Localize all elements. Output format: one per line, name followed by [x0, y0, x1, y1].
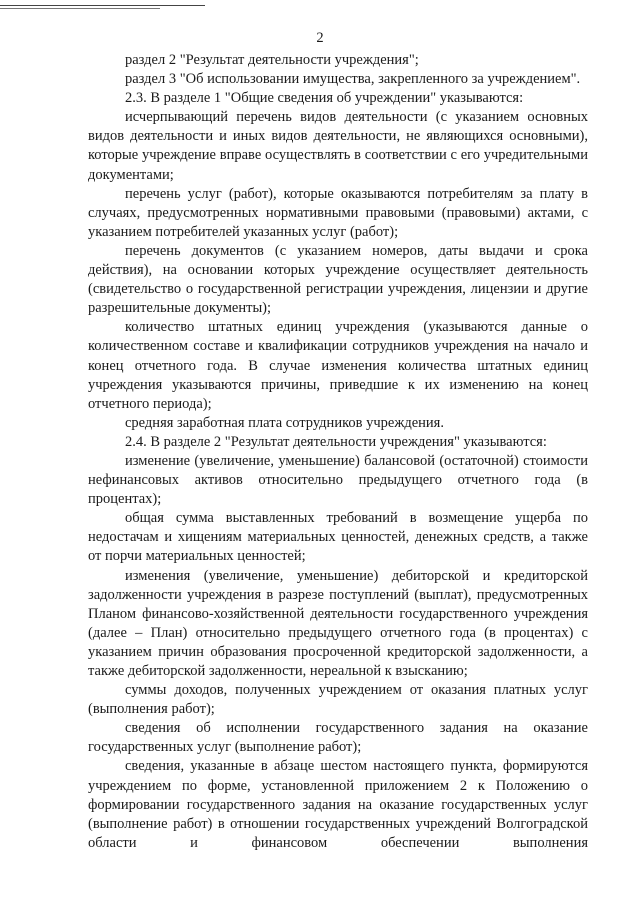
paragraph: раздел 3 "Об использовании имущества, закрепленного за учреждением".	[125, 71, 581, 88]
paragraph: исчерпывающий перечень видов деятельности (с указанием основных видов деятельности и иных видов деятельности, не являющихся основными), которые учреждение вправе осуществлять в соответствии с его учредительными документами;	[88, 109, 588, 183]
paragraph: изменение (увеличение, уменьшение) балансовой (остаточной) стоимости нефинансовых активов относительно предыдущего отчетного года (в процентах);	[88, 452, 588, 508]
paragraph: 2.3. В разделе 1 "Общие сведения об учреждении" указываются:	[125, 90, 524, 107]
paragraph: суммы доходов, полученных учреждением от оказания платных услуг (выполнения работ);	[88, 682, 588, 718]
paragraph: сведения об исполнении государственного задания на оказание государственных услуг (выполнение работ);	[88, 720, 588, 756]
paragraph: 2.4. В разделе 2 "Результат деятельности учреждения" указываются:	[125, 433, 547, 450]
paragraph: средняя заработная плата сотрудников учреждения.	[125, 414, 444, 431]
paragraph: раздел 2 "Результат деятельности учреждения";	[125, 52, 419, 68]
scan-artifact-line	[0, 8, 160, 9]
paragraph: перечень услуг (работ), которые оказываются потребителям за плату в случаях, предусмотренных нормативными правовыми (правовыми) актами, с указанием потребителей указанных услуг (работ);	[88, 185, 588, 240]
document-body	[88, 51, 588, 853]
paragraph: количество штатных единиц учреждения (указываются данные о количественном составе и квалификации сотрудников учреждения на начало и конец отчетного года. В случае изменения количества штатных единиц учреждения указываются причины, приведшие к их изменению на конец отчетного периода);	[88, 319, 588, 412]
page-number: 2	[316, 30, 324, 46]
paragraph: общая сумма выставленных требований в возмещение ущерба по недостачам и хищениям материальных ценностей, денежных средств, а также от порчи материальных ценностей;	[88, 510, 588, 565]
paragraph: перечень документов (с указанием номеров, даты выдачи и срока действия), на основании которых учреждение осуществляет деятельность (свидетельство о государственной регистрации учреждения, лицензии и другие разрешительные документы);	[88, 242, 588, 317]
paragraph: сведения, указанные в абзаце шестом настоящего пункта, формируются учреждением по форме, установленной приложением 2 к Положению о формировании государственного задания на оказание государственных услуг (выполнение работ) в отношении государственных учреждений Волгоградской области и финансовом обеспечении выполнения	[88, 758, 588, 851]
scan-artifact-line	[0, 5, 205, 6]
paragraph: изменения (увеличение, уменьшение) дебиторской и кредиторской задолженности учреждения в разрезе поступлений (выплат), предусмотренных Планом финансово-хозяйственной деятельности государственного учреждения (далее – План) относительно предыдущего отчетного года (в процентах) с указанием причин образования просроченной кредиторской задолженности, а также дебиторской задолженности, нереальной к взысканию;	[88, 567, 588, 679]
